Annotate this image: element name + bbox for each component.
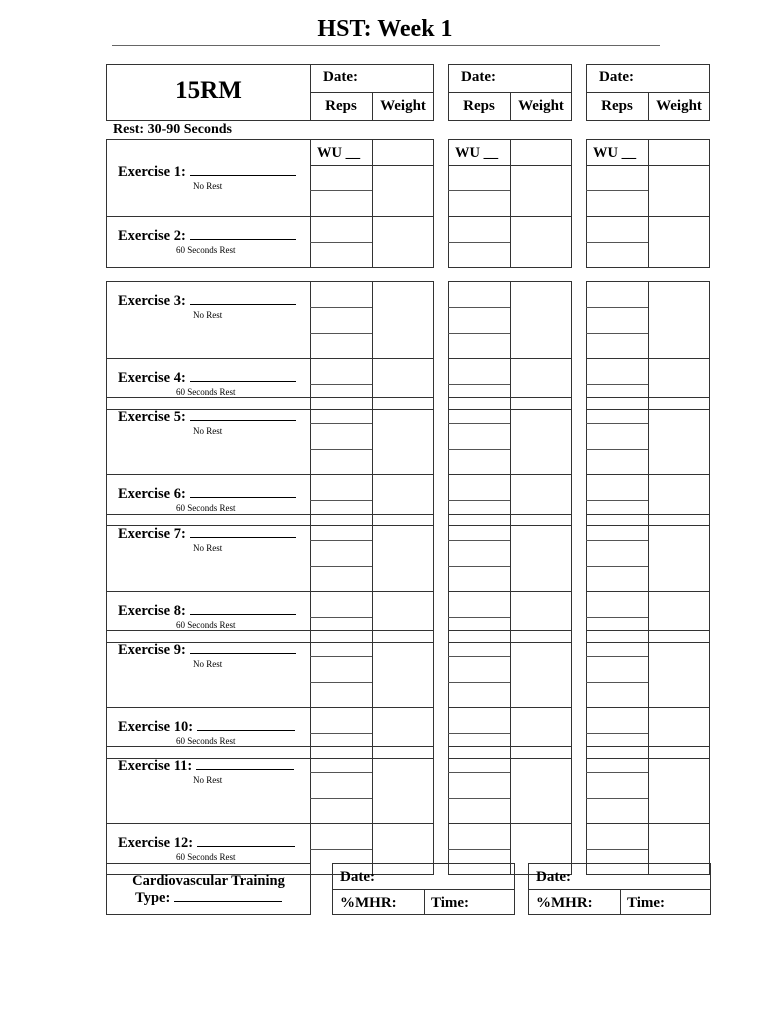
session-date-field[interactable]: [506, 66, 568, 88]
weight-field[interactable]: [372, 283, 434, 356]
weight-header: Weight: [380, 98, 426, 114]
cardio-log-1: [332, 863, 515, 915]
cardio-date-field[interactable]: [589, 866, 707, 886]
cardio-date-field[interactable]: [393, 866, 511, 886]
reps-field-line[interactable]: [310, 384, 372, 385]
reps-field-line[interactable]: [448, 242, 510, 243]
page-title: HST: Week 1: [317, 16, 453, 42]
rm-label: 15RM: [175, 77, 242, 104]
reps-field-line[interactable]: [310, 242, 372, 243]
grid-divider: [310, 707, 434, 708]
grid-divider: [586, 216, 710, 217]
reps-field-line[interactable]: [310, 449, 372, 450]
exercise-divider: [106, 358, 311, 359]
grid-divider: [586, 823, 710, 824]
cardio-time-label: Time:: [431, 895, 470, 911]
exercise-rest-note: No Rest: [193, 181, 223, 191]
exercise-label: Exercise 7:: [118, 526, 186, 542]
weight-field[interactable]: [648, 632, 710, 705]
reps-field-line[interactable]: [310, 617, 372, 618]
reps-field-line[interactable]: [448, 733, 510, 734]
exercise-rest-note: No Rest: [193, 426, 223, 436]
grid-divider: [310, 591, 434, 592]
exercise-name-row: [118, 370, 296, 387]
weight-header: Weight: [518, 98, 564, 114]
grid-divider: [586, 474, 710, 475]
reps-field-line[interactable]: [310, 798, 372, 799]
exercise-rest-note: 60 Seconds Rest: [176, 852, 236, 862]
exercise-divider: [106, 707, 311, 708]
exercise-label: Exercise 8:: [118, 603, 186, 619]
reps-field-line[interactable]: [586, 449, 648, 450]
weight-field[interactable]: [510, 399, 572, 472]
exercise-name-field[interactable]: [190, 410, 296, 421]
grid-divider: [310, 216, 434, 217]
reps-header: Reps: [463, 98, 495, 114]
exercise-rest-note: 60 Seconds Rest: [176, 620, 236, 630]
reps-field-line[interactable]: [310, 733, 372, 734]
reps-field-line[interactable]: [586, 333, 648, 334]
grid-divider: [310, 823, 434, 824]
reps-field-line[interactable]: [586, 384, 648, 385]
exercise-name-row: [118, 719, 295, 736]
exercise-name-row: [118, 228, 296, 245]
session-date-label: Date:: [599, 69, 634, 85]
exercise-divider: [106, 591, 311, 592]
exercise-label: Exercise 1:: [118, 164, 186, 180]
reps-field-line[interactable]: [310, 540, 372, 541]
exercise-name-row: [118, 164, 296, 181]
reps-field-line[interactable]: [448, 540, 510, 541]
cardio-type-field[interactable]: [174, 891, 282, 902]
weight-field[interactable]: [510, 141, 572, 214]
weight-field[interactable]: [372, 218, 434, 266]
exercise-label: Exercise 12:: [118, 835, 194, 851]
exercise-rest-note: 60 Seconds Rest: [176, 387, 236, 397]
exercise-name-field[interactable]: [190, 229, 296, 240]
weight-field[interactable]: [372, 141, 434, 214]
exercise-rest-note: No Rest: [193, 310, 223, 320]
session-date-field[interactable]: [368, 66, 430, 88]
weight-field[interactable]: [648, 399, 710, 472]
exercise-name-field[interactable]: [190, 643, 296, 654]
title-underline: [112, 45, 660, 46]
cardio-mhr-label: %MHR:: [340, 895, 397, 911]
reps-field-line[interactable]: [310, 566, 372, 567]
weight-field[interactable]: [648, 141, 710, 214]
cardio-box: [106, 863, 311, 915]
exercise-rest-note: No Rest: [193, 543, 223, 553]
exercise-rest-note: No Rest: [193, 659, 223, 669]
reps-field-line[interactable]: [586, 617, 648, 618]
weight-field[interactable]: [510, 283, 572, 356]
grid-divider: [448, 707, 572, 708]
exercise-name-field[interactable]: [190, 604, 296, 615]
reps-field-line[interactable]: [448, 617, 510, 618]
weight-field[interactable]: [372, 632, 434, 705]
grid-divider: [448, 358, 572, 359]
reps-field-line[interactable]: [586, 190, 648, 191]
reps-field-line[interactable]: [448, 849, 510, 850]
exercise-name-row: [118, 758, 294, 775]
weight-field[interactable]: [510, 218, 572, 266]
reps-field-line[interactable]: [310, 307, 372, 308]
reps-field-line[interactable]: [310, 500, 372, 501]
exercise-name-row: [118, 603, 296, 620]
grid-divider: [448, 591, 572, 592]
weight-field[interactable]: [648, 516, 710, 589]
warmup-label: WU __: [317, 145, 361, 161]
exercise-label: Exercise 5:: [118, 409, 186, 425]
weight-field[interactable]: [510, 516, 572, 589]
weight-field[interactable]: [648, 283, 710, 356]
reps-field-line[interactable]: [448, 500, 510, 501]
weight-field[interactable]: [648, 748, 710, 821]
reps-field-line[interactable]: [586, 307, 648, 308]
reps-field-line[interactable]: [586, 798, 648, 799]
reps-header: Reps: [601, 98, 633, 114]
reps-field-line[interactable]: [448, 772, 510, 773]
exercise-name-field[interactable]: [197, 836, 295, 847]
exercise-divider: [106, 216, 311, 217]
reps-field-line[interactable]: [586, 849, 648, 850]
reps-header: Reps: [325, 98, 357, 114]
reps-field-line[interactable]: [310, 772, 372, 773]
grid-divider: [586, 358, 710, 359]
grid-divider: [448, 216, 572, 217]
exercise-divider: [106, 474, 311, 475]
cardio-type-label: Type:: [135, 890, 171, 906]
grid-divider: [310, 358, 434, 359]
reps-field-line[interactable]: [310, 682, 372, 683]
exercise-name-field[interactable]: [190, 371, 296, 382]
cardio-date-label: Date:: [536, 869, 571, 885]
grid-divider: [586, 591, 710, 592]
exercise-rest-note: 60 Seconds Rest: [176, 245, 236, 255]
grid-divider: [310, 474, 434, 475]
reps-field-line[interactable]: [586, 733, 648, 734]
reps-field-line[interactable]: [310, 190, 372, 191]
reps-field-line[interactable]: [448, 190, 510, 191]
session-date-label: Date:: [323, 69, 358, 85]
exercise-label: Exercise 11:: [118, 758, 193, 774]
reps-field-line[interactable]: [448, 384, 510, 385]
reps-field-line[interactable]: [586, 682, 648, 683]
rest-note: Rest: 30-90 Seconds: [113, 122, 232, 137]
grid-divider: [586, 707, 710, 708]
reps-field-line[interactable]: [448, 423, 510, 424]
exercise-label: Exercise 2:: [118, 228, 186, 244]
grid-divider: [448, 823, 572, 824]
weight-header: Weight: [656, 98, 702, 114]
exercise-name-field[interactable]: [190, 294, 296, 305]
cardio-type-row: [107, 890, 310, 907]
cardio-title: Cardiovascular Training: [132, 873, 285, 889]
reps-field-line[interactable]: [586, 242, 648, 243]
exercise-name-row: [118, 293, 296, 310]
reps-field-line[interactable]: [310, 423, 372, 424]
reps-field-line[interactable]: [586, 566, 648, 567]
reps-field-line[interactable]: [448, 333, 510, 334]
reps-field-line[interactable]: [310, 333, 372, 334]
warmup-label: WU __: [593, 145, 637, 161]
weight-field[interactable]: [648, 218, 710, 266]
reps-field-line[interactable]: [448, 307, 510, 308]
weight-field[interactable]: [372, 516, 434, 589]
weight-field[interactable]: [372, 748, 434, 821]
exercise-name-field[interactable]: [190, 527, 296, 538]
reps-field-line[interactable]: [586, 500, 648, 501]
exercise-name-field[interactable]: [196, 759, 294, 770]
rm-header-box: [106, 64, 311, 121]
reps-field-line[interactable]: [586, 656, 648, 657]
reps-field-line[interactable]: [586, 540, 648, 541]
reps-field-line[interactable]: [448, 656, 510, 657]
exercise-name-field[interactable]: [190, 165, 296, 176]
exercise-label: Exercise 4:: [118, 370, 186, 386]
reps-field-line[interactable]: [448, 449, 510, 450]
cardio-date-label: Date:: [340, 869, 375, 885]
exercise-label: Exercise 6:: [118, 486, 186, 502]
reps-field-line[interactable]: [448, 682, 510, 683]
exercise-rest-note: 60 Seconds Rest: [176, 503, 236, 513]
reps-field-line[interactable]: [586, 772, 648, 773]
reps-field-line[interactable]: [448, 566, 510, 567]
exercise-label: Exercise 3:: [118, 293, 186, 309]
exercise-name-field[interactable]: [190, 487, 296, 498]
reps-field-line[interactable]: [310, 656, 372, 657]
exercise-rest-note: No Rest: [193, 775, 223, 785]
session-date-label: Date:: [461, 69, 496, 85]
exercise-name-row: [118, 835, 295, 852]
cardio-mhr-label: %MHR:: [536, 895, 593, 911]
weight-field[interactable]: [372, 399, 434, 472]
weight-field[interactable]: [510, 632, 572, 705]
reps-field-line[interactable]: [448, 798, 510, 799]
exercise-rest-note: 60 Seconds Rest: [176, 736, 236, 746]
reps-field-line[interactable]: [586, 423, 648, 424]
exercise-name-field[interactable]: [197, 720, 295, 731]
session-date-field[interactable]: [644, 66, 706, 88]
cardio-log-2: [528, 863, 711, 915]
exercise-name-row: [118, 486, 296, 503]
exercise-label: Exercise 9:: [118, 642, 186, 658]
exercise-name-row: [118, 642, 296, 659]
exercise-divider: [106, 823, 311, 824]
exercise-name-row: [118, 409, 296, 426]
exercise-label: Exercise 10:: [118, 719, 194, 735]
warmup-label: WU __: [455, 145, 499, 161]
exercise-name-row: [118, 526, 296, 543]
reps-field-line[interactable]: [310, 849, 372, 850]
weight-field[interactable]: [510, 748, 572, 821]
cardio-time-label: Time:: [627, 895, 666, 911]
grid-divider: [448, 474, 572, 475]
